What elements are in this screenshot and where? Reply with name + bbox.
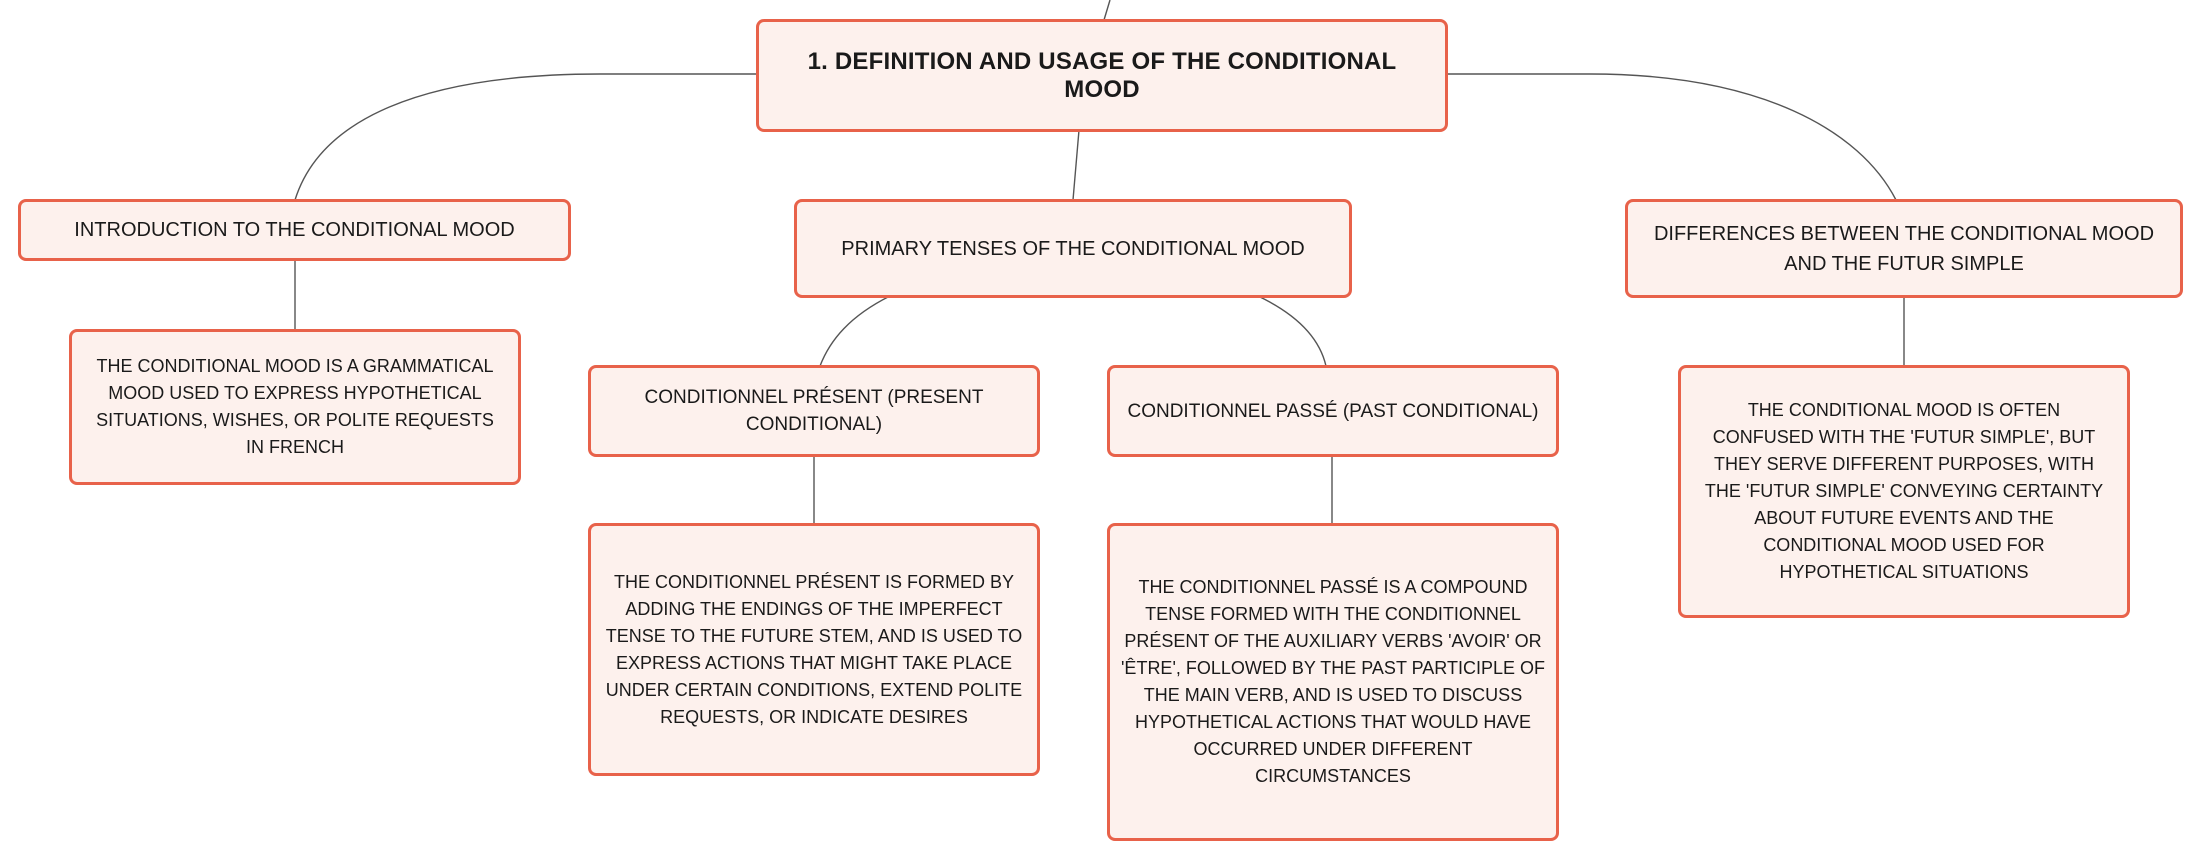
- differences-node[interactable]: [1625, 199, 2183, 298]
- present-conditional-node-label: CONDITIONNEL PRÉSENT (PRESENT CONDITIONAL): [644, 387, 984, 435]
- connector-root-to-differences: [1445, 74, 1896, 200]
- past-conditional-node-label: CONDITIONNEL PASSÉ (PAST CONDITIONAL): [1127, 400, 1539, 422]
- introduction-detail-node[interactable]: [69, 329, 521, 485]
- root-node-label: 1. DEFINITION AND USAGE OF THE CONDITIONAL MOOD: [807, 47, 1397, 103]
- primary-tenses-node[interactable]: [794, 199, 1352, 298]
- past-conditional-detail-text: THE CONDITIONNEL PASSÉ IS A COMPOUND TENSE FORMED WITH THE CONDITIONNEL PRÉSENT OF THE AUXILIARY VERBS 'AVOIR' OR 'ÊTRE', FOLLOWED BY THE PAST PARTICIPLE OF THE MAIN VERB, AND IS USED TO DISCUSS HYPOTHETICAL ACTIONS THAT WOULD HAVE OCCURRED UNDER DIFFERENT CIRCUMSTANCES: [1121, 577, 1545, 786]
- present-conditional-detail-node[interactable]: [588, 523, 1040, 776]
- connector-root-to-introduction: [295, 74, 758, 200]
- past-conditional-node[interactable]: [1107, 365, 1559, 457]
- present-conditional-detail-text: THE CONDITIONNEL PRÉSENT IS FORMED BY ADDING THE ENDINGS OF THE IMPERFECT TENSE TO THE FUTURE STEM, AND IS USED TO EXPRESS ACTIONS THAT MIGHT TAKE PLACE UNDER CERTAIN CONDITIONS, EXTEND POLITE REQUESTS, OR INDICATE DESIRES: [605, 571, 1023, 727]
- differences-node-label: DIFFERENCES BETWEEN THE CONDITIONAL MOOD AND THE FUTUR SIMPLE: [1653, 222, 2155, 275]
- differences-detail-node[interactable]: [1678, 365, 2130, 618]
- connector-primary-to-present: [820, 296, 890, 366]
- present-conditional-node[interactable]: [588, 365, 1040, 457]
- introduction-node-label: INTRODUCTION TO THE CONDITIONAL MOOD: [74, 219, 515, 241]
- past-conditional-detail-node[interactable]: [1107, 523, 1559, 841]
- introduction-detail-text: THE CONDITIONAL MOOD IS A GRAMMATICAL MOOD USED TO EXPRESS HYPOTHETICAL SITUATIONS, WISHES, OR POLITE REQUESTS IN FRENCH: [96, 356, 494, 457]
- primary-tenses-node-label: PRIMARY TENSES OF THE CONDITIONAL MOOD: [841, 237, 1305, 260]
- connector-primary-to-past: [1258, 296, 1326, 366]
- introduction-node[interactable]: [18, 199, 571, 261]
- connector-root-to-primary-tenses: [1073, 130, 1079, 200]
- root-node[interactable]: [756, 19, 1448, 132]
- connector-parent-to-root: [1104, 0, 1110, 20]
- differences-detail-text: THE CONDITIONAL MOOD IS OFTEN CONFUSED WITH THE 'FUTUR SIMPLE', BUT THEY SERVE DIFFERENT PURPOSES, WITH THE 'FUTUR SIMPLE' CONVEYING CERTAINTY ABOUT FUTURE EVENTS AND THE CONDITIONAL MOOD USED FOR HYPOTHETICAL SITUATIONS: [1704, 400, 2104, 582]
